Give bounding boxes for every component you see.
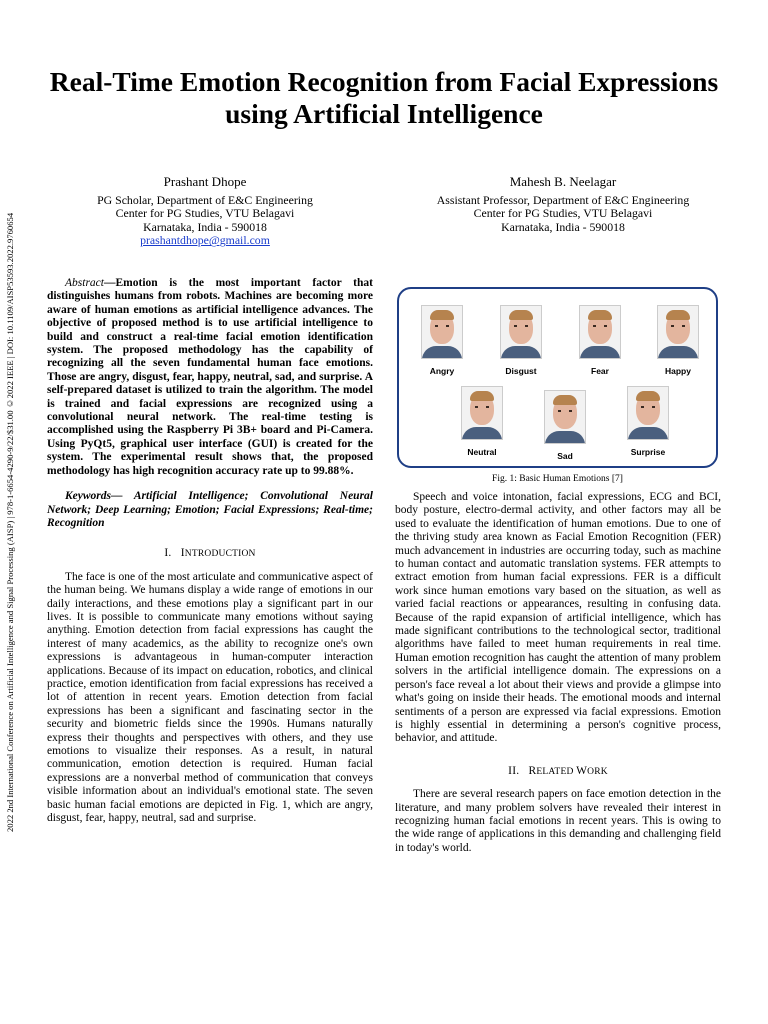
section-initial: R — [528, 764, 537, 777]
section-heading-introduction — [47, 547, 373, 561]
face-neutral — [447, 386, 517, 457]
author-block-2 — [398, 175, 728, 234]
face-happy — [643, 305, 713, 376]
face-photo — [657, 305, 699, 359]
face-photo — [579, 305, 621, 359]
author-location: Karnataka, India - 590018 — [501, 219, 625, 234]
abstract — [47, 277, 373, 478]
author-name: Prashant Dhope — [163, 174, 247, 189]
author-affiliation: PG Scholar, Department of E&C Engineering — [97, 192, 313, 207]
conference-side-note: 2022 2nd International Conference on Artificial Intelligence and Signal Processing (AISP) | 978-1-6654-4290-9/22/$31.00 ©2022 IEEE | DOI: 10.1109/AISP53593.2022.9760654 — [5, 212, 15, 832]
face-surprise — [613, 386, 683, 457]
abstract-text: —Emotion is the most important factor that distinguishes humans from robots. Machines are becoming more aware of human emotions as artificial intelligence advances. The objective of proposed method is to use artificial intelligence to build and construct a real-time facial emotion identification system. The proposed methodology has the capability of recognizing all the seven fundamental human face emotions. Those are angry, disgust, fear, happy, neutral, sad, and surprise. A self-prepared dataset is utilized to train the algorithm. The model is trained and facial expressions are recognized using a convolutional neural network. The real-time testing is accomplished using the Raspberry Pi 3B+ board and Pi-Camera. Using PyQt5, graphical user interface (GUI) is created for the system. The experimental result shows that, the proposed methodology has high recognition accuracy rate up to 99.88%. — [47, 277, 373, 477]
section-rest: ORK — [587, 766, 608, 777]
face-photo — [627, 386, 669, 440]
section-heading-related-work — [395, 765, 721, 779]
face-label: Sad — [557, 451, 573, 461]
right-column — [395, 491, 721, 855]
intro-paragraph-2: Speech and voice intonation, facial expressions, ECG and BCI, body posture, electro-dermal activity, and other factors may all be used to evaluate the identification of human emotions. Due to one of the thriving study area known as Facial Emotion Recognition (FER) much advancement in industries are occurring today, such as machine to human contact and automatic translation systems. FER attempts to extract emotion from human facial expressions. FER is a difficult work since human emotions vary based on the situation, as well as varied facial reactions or appearances, resulting in confusing data. Because of the rapid expansion of artificial intelligence, which has made significant contributions to the technological sector, traditional algorithms have failed to meet human requirements in real time. Human emotion recognition has caught the attention of many problem solvers in the artificial intelligence domain. The expressions on a person's face reveal a lot about their views and provide a glimpse into what's going on inside their heads. The emotional moods and internal sentiments of a person are expressed via facial expressions. Emotion is highly essential in determining a person's cognitive process, behavior, and attitude. — [395, 491, 721, 745]
face-disgust — [486, 305, 556, 376]
keywords: Keywords— Artificial Intelligence; Convolutional Neural Network; Deep Learning; Emotion; Facial Expressions; Real-time; Recognition — [47, 490, 373, 529]
figure-caption: Fig. 1: Basic Human Emotions [7] — [492, 474, 623, 484]
face-sad — [530, 390, 600, 461]
section-numeral: I. — [164, 547, 172, 560]
author-center: Center for PG Studies, VTU Belagavi — [115, 206, 295, 221]
face-label: Surprise — [630, 447, 666, 457]
section-rest: NTRODUCTION — [184, 549, 256, 560]
author-center: Center for PG Studies, VTU Belagavi — [473, 206, 653, 221]
intro-paragraph-1: The face is one of the most articulate and communicative aspect of the human being. We humans display a wide range of emotions in our daily interactions, and these emotions play a significant part in our lives. It is possible to communicate many emotions without saying anything. Emotion detection from facial expressions has caught the interest of many academics, as the ability to recognize one's own expressions is advantageous in human-computer interaction applications. Because of its impact on education, robotics, and clinical practice, emotion identification from facial expressions has received a lot of attention in recent years. Emotion detection from facial expressions has been a significant and fascinating sector in the security and biometric fields since the 1990s. Humans naturally express their thoughts and perspectives with others, and they use emotions to visualize their responses. As a result, in natural communication, emotion detection is required. Human facial expressions are a nonverbal method of communication that conveys visible information about an individual's emotional state. The seven basic human facial emotions are depicted in Fig. 1, which are angry, disgust, fear, happy, neutral, sad and surprise. — [47, 570, 373, 825]
face-photo — [544, 390, 586, 444]
section-initial: W — [576, 764, 588, 777]
author-email-link[interactable]: prashantdhope@gmail.com — [140, 233, 270, 248]
face-label: Angry — [429, 366, 455, 376]
section-initial: I — [180, 547, 185, 560]
section-rest: ELATED — [536, 766, 577, 777]
author-name: Mahesh B. Neelagar — [509, 174, 617, 189]
face-photo — [421, 305, 463, 359]
face-photo — [461, 386, 503, 440]
emotion-figure — [397, 287, 718, 468]
author-location: Karnataka, India - 590018 — [143, 219, 267, 234]
face-label: Happy — [665, 366, 691, 376]
face-photo — [500, 305, 542, 359]
section-numeral: II. — [508, 764, 520, 777]
face-label: Neutral — [467, 447, 497, 457]
face-label: Fear — [591, 366, 609, 376]
related-work-paragraph-1: There are several research papers on face emotion detection in the literature, and many problem solvers have revealed their interest in recognizing human facial emotions in recent years. This is owing to the wide range of applications in this demanding and challenging field in today's world. — [395, 788, 721, 854]
author-block-1 — [40, 175, 370, 248]
face-label: Disgust — [505, 366, 537, 376]
face-fear — [565, 305, 635, 376]
left-column — [47, 277, 373, 825]
paper-title: Real-Time Emotion Recognition from Facial Expressions using Artificial Intelligence — [49, 66, 719, 129]
author-affiliation: Assistant Professor, Department of E&C Engineering — [436, 192, 690, 207]
face-angry — [407, 305, 477, 376]
abstract-lead: Abstract — [65, 277, 104, 289]
